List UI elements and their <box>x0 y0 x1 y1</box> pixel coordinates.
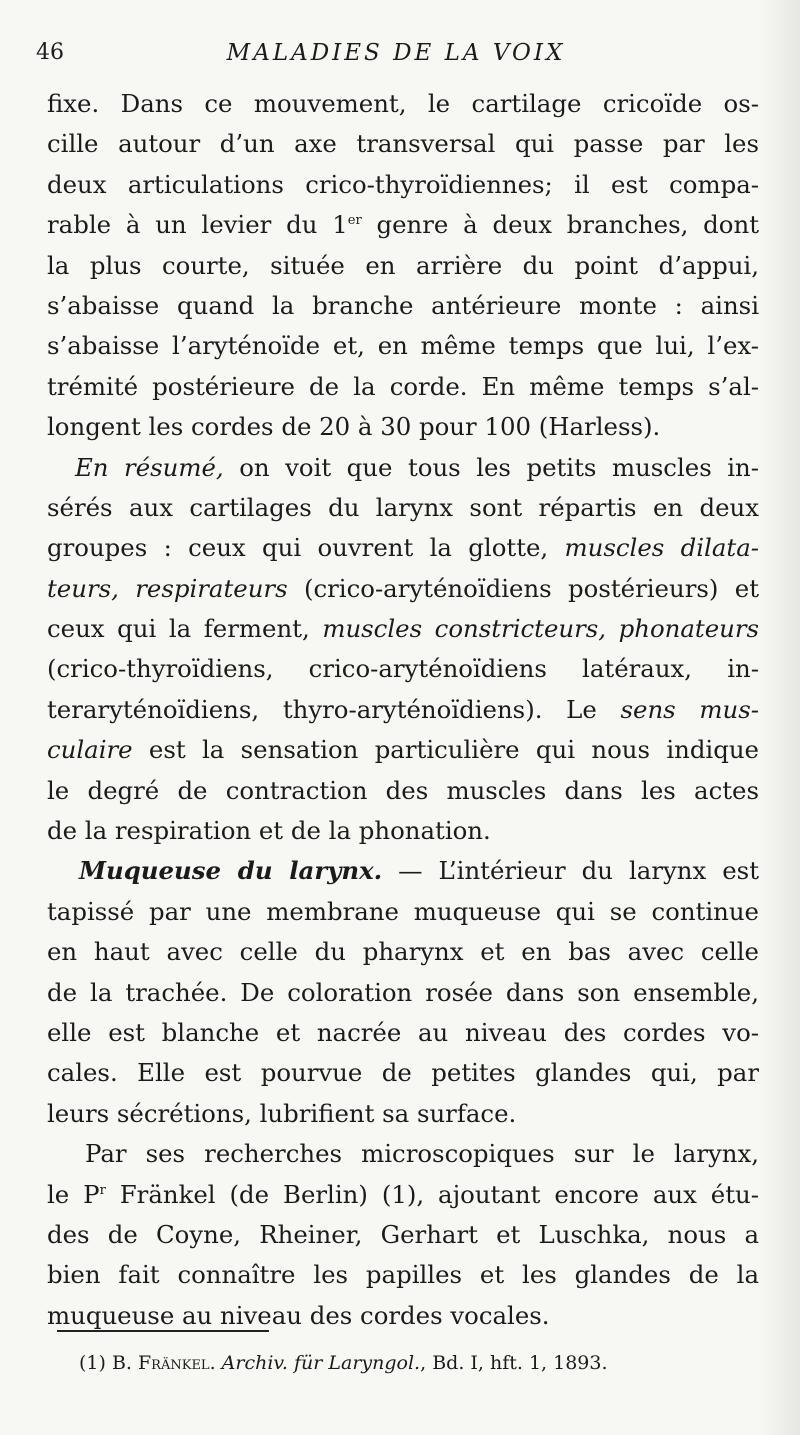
text-line: trémité postérieure de la corde. En même temps s’al- <box>47 371 759 401</box>
footnote-author: Fränkel <box>138 1352 210 1374</box>
text-line <box>47 569 759 609</box>
text-line: sérés aux cartilages du larynx sont répartis en deux <box>47 492 759 522</box>
text-line: muqueuse au niveau des cordes vocales. <box>47 1300 550 1330</box>
text-line: cales. Elle est pourvue de petites glandes qui, par <box>47 1058 759 1088</box>
footnote-rule <box>57 1330 269 1332</box>
text-fragment: Fränkel (de Berlin) (1), ajoutant encore aux étu- <box>105 1179 759 1209</box>
paragraph-2 <box>47 448 759 852</box>
text-fragment: teraryténoïdiens, thyro-aryténoïdiens). Le <box>47 694 621 724</box>
text-fragment: (crico-aryténoïdiens postérieurs) et <box>287 573 759 603</box>
text-fragment: ceux qui la ferment, <box>47 614 323 644</box>
text-line: des de Coyne, Rheiner, Gerhart et Luschka, nous a <box>47 1219 759 1249</box>
text-line: tapissé par une membrane muqueuse qui se continue <box>47 896 759 926</box>
text-line <box>47 205 759 245</box>
text-line: leurs sécrétions, lubrifient sa surface. <box>47 1098 517 1128</box>
text-line: s’abaisse quand la branche antérieure monte : ainsi <box>47 290 759 320</box>
paragraph-3 <box>47 851 759 1134</box>
text-line: elle est blanche et nacrée au niveau des cordes vo- <box>47 1017 759 1047</box>
text-line <box>47 851 759 891</box>
footnote-mark: (1) B. <box>79 1352 138 1374</box>
text-fragment: — L’intérieur du larynx est <box>382 856 759 886</box>
text-fragment: genre à deux branches, dont <box>361 210 759 240</box>
text-line <box>47 690 759 730</box>
italic-text: teurs, respirateurs <box>47 573 288 603</box>
text-line <box>47 730 759 770</box>
text-line <box>47 448 759 488</box>
text-fragment: . <box>209 1352 222 1374</box>
paragraph-1 <box>47 84 759 448</box>
text-line: longent les cordes de 20 à 30 pour 100 (Harless). <box>47 412 661 442</box>
text-line: la plus courte, située en arrière du point d’appui, <box>47 250 759 280</box>
text-line <box>47 1175 759 1215</box>
text-fragment: , Bd. I, hft. 1, 1893. <box>420 1352 608 1374</box>
superscript: r <box>99 1182 106 1198</box>
text-line: Par ses recherches microscopiques sur le larynx, <box>85 1139 759 1169</box>
page-edge-shadow <box>760 0 800 1435</box>
superscript: er <box>347 213 362 229</box>
text-line: (crico-thyroïdiens, crico-aryténoïdiens latéraux, in- <box>47 654 759 684</box>
text-line <box>47 609 759 649</box>
text-line: s’abaisse l’aryténoïde et, en même temps que lui, l’ex- <box>47 331 759 361</box>
text-fragment: le P <box>47 1179 100 1209</box>
section-heading: Muqueuse du larynx. <box>79 856 383 886</box>
italic-text: culaire <box>47 735 133 765</box>
footnote <box>79 1352 719 1374</box>
paragraph-4 <box>47 1134 759 1336</box>
text-fragment: groupes : ceux qui ouvrent la glotte, <box>47 533 565 563</box>
footnote-journal: Archiv. für Laryngol. <box>221 1352 421 1374</box>
italic-text: muscles dilata- <box>564 533 759 563</box>
text-line: fixe. Dans ce mouvement, le cartilage cricoïde os- <box>47 89 759 118</box>
running-head <box>36 40 756 80</box>
text-line: de la respiration et de la phonation. <box>47 816 491 846</box>
page-number: 46 <box>36 40 64 65</box>
text-line: bien fait connaître les papilles et les glandes de la <box>47 1260 759 1290</box>
text-fragment: est la sensation particulière qui nous indique <box>132 735 759 765</box>
italic-text: En résumé, <box>75 452 224 482</box>
text-line: cille autour d’un axe transversal qui passe par les <box>47 129 759 159</box>
text-fragment: on voit que tous les petits muscles in- <box>223 452 759 482</box>
text-line: en haut avec celle du pharynx et en bas avec celle <box>47 937 759 967</box>
text-fragment: rable à un levier du 1 <box>47 210 348 240</box>
text-line: le degré de contraction des muscles dans les actes <box>47 775 759 805</box>
running-title: MALADIES DE LA VOIX <box>226 40 566 66</box>
body-text <box>47 84 759 1336</box>
italic-text: sens mus- <box>620 694 759 724</box>
text-line: de la trachée. De coloration rosée dans son ensemble, <box>47 977 759 1007</box>
text-line: deux articulations crico-thyroïdiennes; il est compa- <box>47 169 759 199</box>
text-line <box>47 528 759 568</box>
italic-text: muscles constricteurs, phonateurs <box>322 614 759 644</box>
